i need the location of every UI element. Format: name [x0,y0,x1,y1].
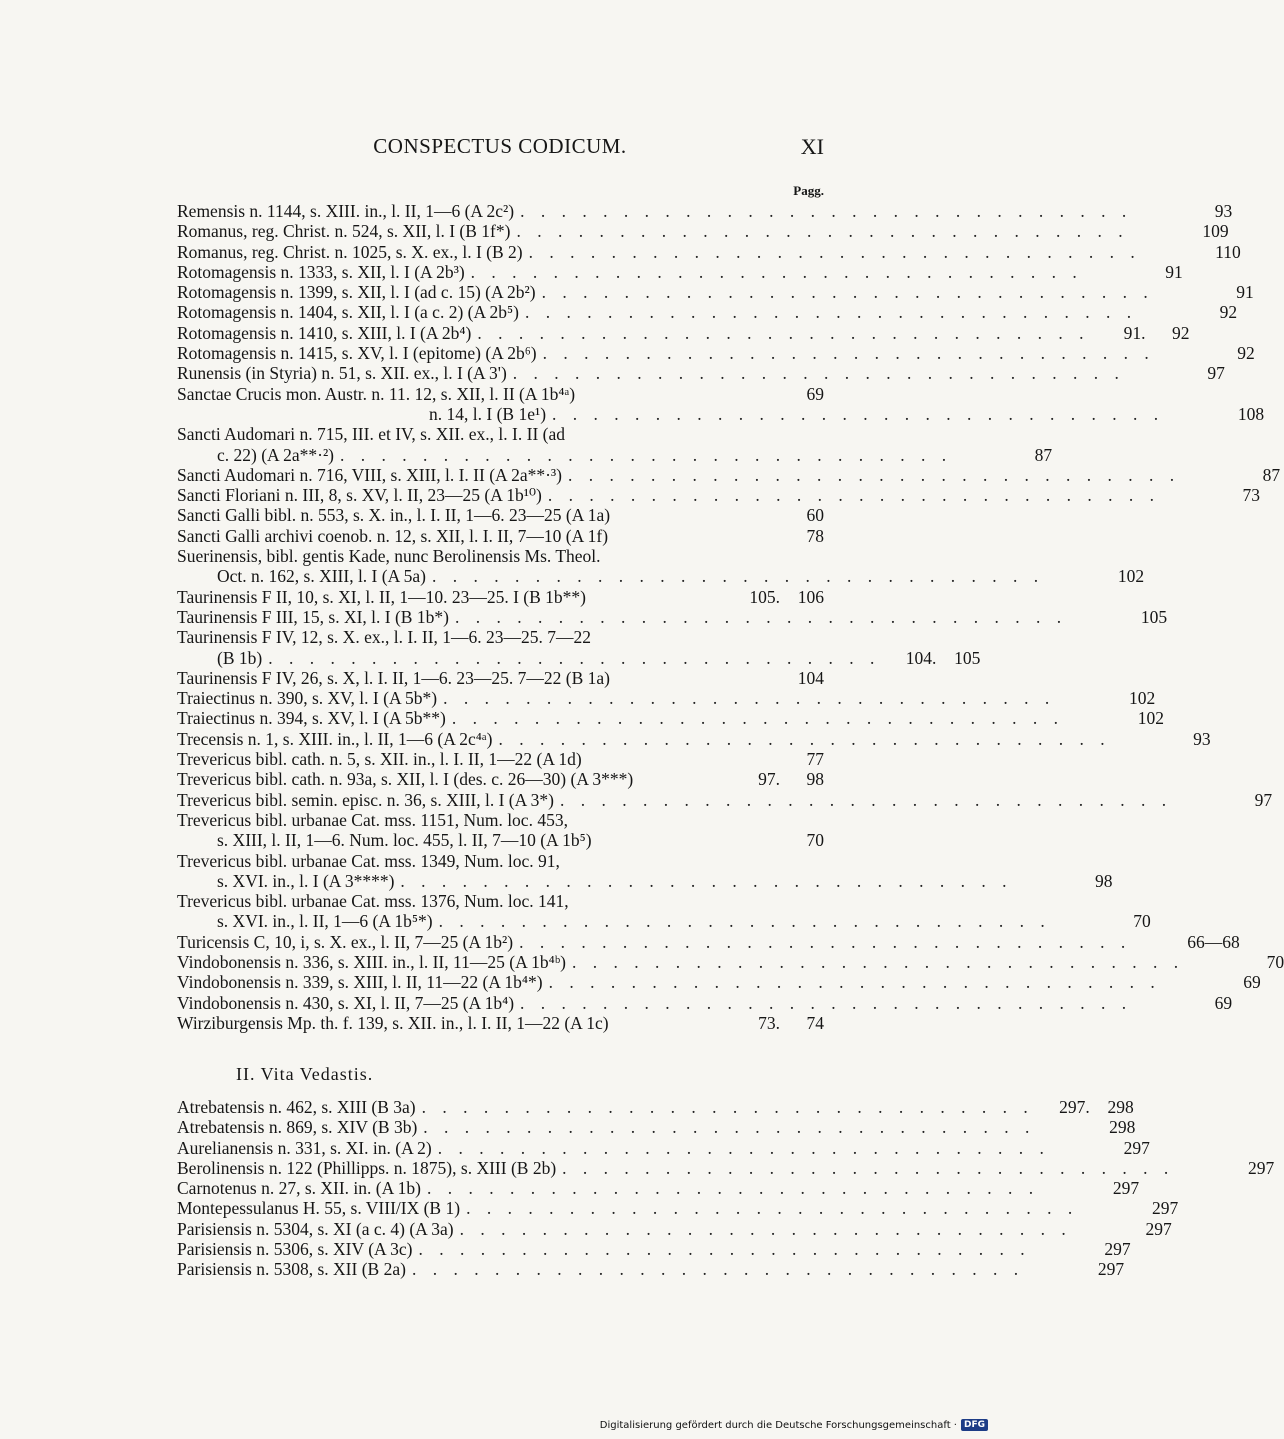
entry-text: Parisiensis n. 5308, s. XII (B 2a) [177,1259,406,1280]
entry-text: Vindobonensis n. 430, s. XI, l. II, 7—25 (A 1b⁴) [177,992,515,1013]
entry-text: Runensis (in Styria) n. 51, s. XII. ex., l. I (A 3') [177,363,507,384]
entry-text: Trevericus bibl. urbanae Cat. mss. 1349, Num. loc. 91, [177,850,560,871]
entry-text: Oct. n. 162, s. XIII, l. I (A 5a) [217,566,426,587]
entry-text: Sanctae Crucis mon. Austr. n. 11. 12, s. XII, l. II (A 1b⁴ᵃ) [177,383,576,404]
entry-page: 105 [1140,606,1168,627]
leader-dots: . . . . . . . . . . . . . . . . . . . . . . . . . . . . . . [437,1137,1050,1158]
leader-dots: . . . . . . . . . . . . . . . . . . . . . . . . . . . . . . [421,1097,1034,1117]
entry-text: Romanus, reg. Christ. n. 524, s. XII, l. I (B 1f*) [177,221,511,242]
entry-page-first: 91. [1123,322,1146,343]
list-item [177,1218,1172,1239]
entry-page: 97 [1254,789,1273,810]
list-item [177,1259,1125,1280]
list-item [177,261,1183,282]
leader-dots: . . . . . . . . . . . . . . . . . . . . . . . . . . . . . . [520,992,1133,1013]
list-item [177,728,1211,749]
entry-text: n. 14, l. I (B 1e¹) [429,403,547,424]
entry-page: 106 [797,586,824,607]
entry-page: 91 [1165,261,1183,282]
list-item [177,789,1273,810]
entry-text: c. 22) (A 2a**·²) [217,444,335,465]
list-item [177,424,824,444]
entry-text: Remensis n. 1144, s. XIII. in., l. II, 1—6 (A 2c²) [177,201,515,221]
entry-text: Turicensis C, 10, i, s. X. ex., l. II, 7—25 (A 1b²) [177,931,514,952]
entry-text: Sancti Audomari n. 715, III. et IV, s. XII. ex., l. I. II (ad [177,424,565,445]
leader-dots: . . . . . . . . . . . . . . . . . . . . . . . . . . . . . . [477,322,1090,343]
list-item [177,668,824,688]
entry-text: s. XVI. in., l. I (A 3****) [217,870,395,891]
list-item [177,384,824,404]
list-item [177,627,824,647]
section-heading: II. Vita Vedastis. [236,1064,374,1084]
entry-page: 297 [1123,1137,1150,1158]
list-item [177,931,1240,952]
entry-page-first: 105. [749,586,780,607]
list-item [177,587,824,607]
entry-page: 297 [1145,1218,1172,1239]
entry-text: Traiectinus n. 394, s. XV, l. I (A 5b**) [177,708,446,729]
entry-text: Atrebatensis n. 869, s. XIV (B 3b) [177,1117,418,1138]
entry-page: 102 [1128,688,1156,709]
entry-text: (B 1b) [217,647,263,668]
entry-text: Atrebatensis n. 462, s. XIII (B 3a) [177,1097,416,1117]
list-item [177,891,824,911]
entry-page: 98 [806,769,824,790]
leader-dots: . . . . . . . . . . . . . . . . . . . . . . . . . . . . . . [541,282,1154,303]
list-item [177,505,824,525]
entry-page: 66—68 [1187,931,1240,952]
entry-text: Trecensis n. 1, s. XIII. in., l. II, 1—6 (A 2c⁴ᵃ) [177,728,493,749]
list-item [177,851,824,871]
entry-text: Vindobonensis n. 336, s. XIII. in., l. II, 11—25 (A 1b⁴ᵇ) [177,951,566,972]
list-item [177,810,824,830]
leader-dots: . . . . . . . . . . . . . . . . . . . . . . . . . . . . . . [459,1218,1072,1239]
vita-vedastis-list [177,1097,1275,1280]
list-item [177,1137,1150,1158]
list-item [177,992,1233,1013]
entry-page: 93 [1214,201,1233,221]
list-item [177,363,1225,384]
entry-page-first: 73. [758,1012,780,1033]
entry-page: 297 [1112,1178,1140,1199]
list-item [177,951,1284,972]
leader-dots: . . . . . . . . . . . . . . . . . . . . . . . . . . . . . . [528,241,1141,262]
entry-page: 297 [1104,1239,1131,1260]
leader-dots: . . . . . . . . . . . . . . . . . . . . . . . . . . . . . . [567,464,1181,485]
leader-dots: . . . . . . . . . . . . . . . . . . . . . . . . . . . . . . [411,1259,1025,1280]
leader-dots: . . . . . . . . . . . . . . . . . . . . . . . . . . . . . . [268,647,881,668]
list-item [177,1157,1275,1178]
entry-text: Rotomagensis n. 1410, s. XIII, l. I (A 2b⁴) [177,322,472,343]
list-item [177,870,1113,891]
entry-text: Vindobonensis n. 339, s. XIII, l. II, 11—22 (A 1b⁴*) [177,972,543,993]
entry-text: Sancti Floriani n. III, 8, s. XV, l. II, 23—25 (A 1b¹⁰) [177,485,542,506]
leader-dots: . . . . . . . . . . . . . . . . . . . . . . . . . . . . . . [562,1157,1175,1178]
entry-text: Carnotenus n. 27, s. XII. in. (A 1b) [177,1178,422,1199]
leader-dots: . . . . . . . . . . . . . . . . . . . . . . . . . . . . . . [512,363,1125,384]
pagg-column-label: Pagg. [793,183,824,198]
leader-dots: . . . . . . . . . . . . . . . . . . . . . . . . . . . . . . [560,789,1173,810]
entry-text: Montepessulanus H. 55, s. VIII/IX (B 1) [177,1198,461,1219]
list-item [177,1013,824,1033]
leader-dots: . . . . . . . . . . . . . . . . . . . . . . . . . . . . . . [470,261,1083,282]
list-item [177,769,824,789]
leader-dots: . . . . . . . . . . . . . . . . . . . . . . . . . . . . . . [548,972,1161,993]
entry-page: 70 [806,830,824,851]
entry-page: 109 [1202,221,1229,242]
entry-page: 102 [1117,566,1145,587]
entry-text: Sancti Galli bibl. n. 553, s. X. in., l. I. II, 1—6. 23—25 (A 1a) [177,505,611,526]
entry-page: 91 [1236,282,1254,303]
entry-page-first: 297. [1059,1097,1090,1117]
list-item [177,343,1255,364]
entry-page-first: 97. [758,769,780,790]
entry-text: s. XVI. in., l. II, 1—6 (A 1b⁵*) [217,911,433,932]
list-item [177,322,1190,343]
entry-text: Trevericus bibl. cath. n. 5, s. XII. in., l. I. II, 1—22 (A 1d) [177,749,582,770]
entry-page: 87 [1262,464,1281,485]
list-item [177,647,981,668]
list-item [177,1117,1136,1138]
entry-page: 110 [1215,241,1241,262]
entry-text: Rotomagensis n. 1415, s. XV, l. I (epitome) (A 2b⁶) [177,343,537,364]
entry-text: Taurinensis F IV, 12, s. X. ex., l. I. II, 1—6. 23—25. 7—22 [177,627,592,648]
leader-dots: . . . . . . . . . . . . . . . . . . . . . . . . . . . . . . [443,688,1056,709]
entry-page: 102 [1137,708,1164,729]
list-item [177,241,1241,262]
list-item [177,708,1164,729]
entry-page: 105 [954,647,981,668]
leader-dots: . . . . . . . . . . . . . . . . . . . . . . . . . . . . . . [519,931,1132,952]
leader-dots: . . . . . . . . . . . . . . . . . . . . . . . . . . . . . . [438,911,1051,932]
entry-page: 297 [1151,1198,1179,1219]
entry-page: 298 [1109,1117,1136,1138]
list-item [177,282,1254,303]
list-item [177,606,1168,627]
entry-text: Trevericus bibl. cath. n. 93a, s. XII, l. I (des. c. 26—30) (A 3***) [177,769,634,790]
list-item [177,1178,1140,1199]
leader-dots: . . . . . . . . . . . . . . . . . . . . . . . . . . . . . . [451,708,1064,729]
list-item [177,1198,1179,1219]
entry-page: 70 [1133,911,1151,932]
entry-page: 104 [797,667,824,688]
list-item [177,1097,1134,1117]
entry-page: 298 [1107,1097,1134,1117]
list-item [177,546,824,566]
dfg-logo: DFG [961,1419,988,1431]
leader-dots: . . . . . . . . . . . . . . . . . . . . . . . . . . . . . . [516,221,1129,242]
leader-dots: . . . . . . . . . . . . . . . . . . . . . . . . . . . . . . [423,1117,1036,1138]
entry-page: 77 [806,749,824,770]
leader-dots: . . . . . . . . . . . . . . . . . . . . . . . . . . . . . . [400,870,1013,891]
entry-text: Rotomagensis n. 1333, s. XII, l. I (A 2b³) [177,261,465,282]
entry-text: s. XIII, l. II, 1—6. Num. loc. 455, l. II, 7—10 (A 1b⁵) [217,830,592,851]
leader-dots: . . . . . . . . . . . . . . . . . . . . . . . . . . . . . . [547,485,1160,506]
codex-list [177,201,1284,1033]
list-item [177,464,1281,485]
entry-page: 108 [1237,403,1265,424]
list-item [177,749,824,769]
entry-page: 73 [1242,485,1260,506]
entry-page: 297 [1097,1259,1125,1280]
entry-page: 78 [806,525,824,546]
entry-page: 60 [806,505,824,526]
entry-text: Traiectinus n. 390, s. XV, l. I (A 5b*) [177,688,438,709]
entry-page: 70 [1266,951,1284,972]
entry-page: 297 [1248,1157,1275,1178]
entry-text: Sancti Galli archivi coenob. n. 12, s. XII, l. I. II, 7—10 (A 1f) [177,525,609,546]
entry-text: Sancti Audomari n. 716, VIII, s. XIII, l. I. II (A 2a**·³) [177,464,562,485]
leader-dots: . . . . . . . . . . . . . . . . . . . . . . . . . . . . . . [524,302,1138,323]
footer [600,1419,988,1431]
entry-page: 69 [1214,992,1233,1013]
entry-text: Rotomagensis n. 1399, s. XII, l. I (ad c. 15) (A 2b²) [177,282,536,303]
entry-text: Trevericus bibl. urbanae Cat. mss. 1376, Num. loc. 141, [177,891,569,912]
leader-dots: . . . . . . . . . . . . . . . . . . . . . . . . . . . . . . [571,951,1185,972]
entry-text: Wirziburgensis Mp. th. f. 139, s. XII. in., l. I. II, 1—22 (A 1c) [177,1012,609,1033]
leader-dots: . . . . . . . . . . . . . . . . . . . . . . . . . . . . . . [340,444,953,465]
leader-dots: . . . . . . . . . . . . . . . . . . . . . . . . . . . . . . [427,1178,1040,1199]
list-item [177,830,824,850]
leader-dots: . . . . . . . . . . . . . . . . . . . . . . . . . . . . . . [466,1198,1079,1219]
entry-text: Suerinensis, bibl. gentis Kade, nunc Berolinensis Ms. Theol. [177,546,601,567]
list-item [177,403,1265,424]
entry-text: Taurinensis F IV, 26, s. X, l. I. II, 1—6. 23—25. 7—22 (B 1a) [177,667,611,688]
list-item [177,972,1261,993]
footer-credit: Digitalisierung gefördert durch die Deutsche Forschungsgemeinschaft · [599,1419,957,1431]
leader-dots: . . . . . . . . . . . . . . . . . . . . . . . . . . . . . . [431,566,1045,587]
list-item [177,911,1151,932]
entry-page: 74 [806,1012,824,1033]
entry-page: 93 [1193,728,1211,749]
entry-text: Rotomagensis n. 1404, s. XII, l. I (a c. 2) (A 2b⁵) [177,302,519,323]
entry-text: Taurinensis F II, 10, s. XI, l. II, 1—10. 23—25. I (B 1b**) [177,586,587,607]
list-item [177,221,1229,242]
entry-page: 92 [1237,343,1255,364]
entry-page: 87 [1034,444,1053,465]
entry-page: 97 [1207,363,1225,384]
list-item [177,566,1145,587]
entry-page: 98 [1095,870,1113,891]
entry-text: Taurinensis F III, 15, s. XI, l. I (B 1b*) [177,606,449,627]
leader-dots: . . . . . . . . . . . . . . . . . . . . . . . . . . . . . . [498,728,1111,749]
leader-dots: . . . . . . . . . . . . . . . . . . . . . . . . . . . . . . [418,1239,1031,1260]
entry-text: Trevericus bibl. semin. episc. n. 36, s. XIII, l. I (A 3*) [177,789,555,810]
list-item [177,1239,1131,1260]
entry-text: Trevericus bibl. urbanae Cat. mss. 1151, Num. loc. 453, [177,809,568,830]
page-title: CONSPECTUS CODICUM. [373,134,627,158]
list-item [177,201,1233,221]
entry-text: Parisiensis n. 5304, s. XI (a c. 4) (A 3a) [177,1218,454,1239]
entry-text: Berolinensis n. 122 (Phillipps. n. 1875), s. XIII (B 2b) [177,1157,557,1178]
entry-page: 69 [806,383,824,404]
entry-page-first: 104. [905,647,937,668]
leader-dots: . . . . . . . . . . . . . . . . . . . . . . . . . . . . . . [520,201,1133,221]
entry-page: 92 [1219,302,1238,323]
list-item [177,302,1238,323]
leader-dots: . . . . . . . . . . . . . . . . . . . . . . . . . . . . . . [542,343,1155,364]
entry-page: 92 [1171,322,1190,343]
list-item [177,688,1156,709]
entry-text: Romanus, reg. Christ. n. 1025, s. X. ex., l. I (B 2) [177,241,523,262]
list-item [177,485,1260,506]
leader-dots: . . . . . . . . . . . . . . . . . . . . . . . . . . . . . . [552,403,1165,424]
page-number: XI [800,134,824,159]
leader-dots: . . . . . . . . . . . . . . . . . . . . . . . . . . . . . . [454,606,1068,627]
entry-page: 69 [1243,972,1261,993]
entry-text: Parisiensis n. 5306, s. XIV (A 3c) [177,1239,413,1260]
list-item [177,526,824,546]
list-item [177,444,1053,465]
entry-text: Aurelianensis n. 331, s. XI. in. (A 2) [177,1137,432,1158]
